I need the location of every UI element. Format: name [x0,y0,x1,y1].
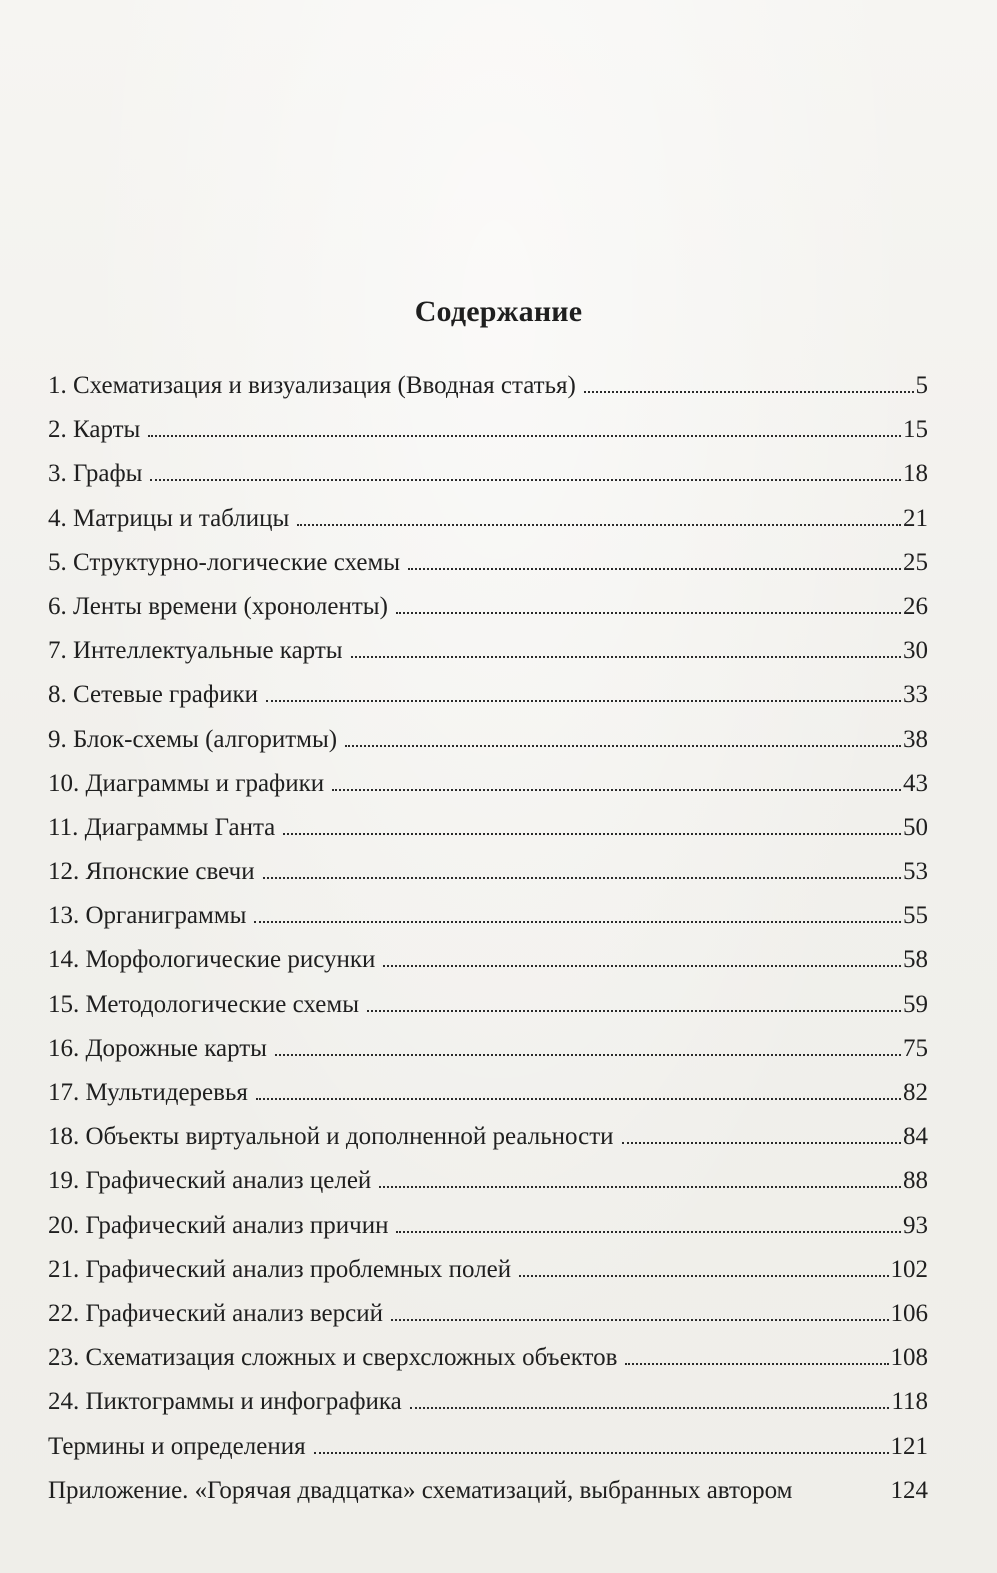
toc-entry-page-number: 38 [903,725,928,753]
dot-leader [391,1319,889,1321]
toc-entry-page-number: 43 [903,769,928,797]
toc-entry-title: 6. Ленты времени (хроноленты) [48,592,388,620]
dot-leader [408,568,901,570]
dot-leader [256,1098,901,1100]
toc-entry-page-number: 121 [890,1432,928,1460]
dot-leader [396,612,901,614]
toc-entry-page-number: 30 [903,637,928,665]
toc-entry-page-number: 53 [903,858,928,886]
toc-entry-title: 22. Графический анализ версий [48,1299,383,1327]
toc-entry [48,983,928,1027]
toc-entry-page-number: 26 [903,592,928,620]
page-title: Содержание [414,295,583,328]
toc-entry-page-number: 50 [903,813,928,841]
toc-entry-page-number: 33 [903,681,928,709]
toc-entry [48,718,928,762]
toc-entry [48,806,928,850]
dot-leader [150,479,901,481]
dot-leader [396,1231,901,1233]
toc-entry-title: 16. Дорожные карты [48,1034,267,1062]
toc-entry [48,1204,928,1248]
toc-entry-title: 4. Матрицы и таблицы [48,504,290,532]
toc-entry-title: 11. Диаграммы Ганта [48,813,276,841]
dot-leader [148,435,901,437]
toc-entry-page-number: 58 [903,946,928,974]
toc-entry [48,1159,928,1203]
toc-entry-title: 12. Японские свечи [48,858,255,886]
toc-entry-title: 7. Интеллектуальные карты [48,637,343,665]
toc-entry-page-number: 5 [915,372,928,399]
toc-entry [48,629,928,673]
toc-entry-page-number: 59 [903,990,928,1018]
toc-entry-title: 10. Диаграммы и графики [48,769,325,797]
dot-leader [332,789,901,791]
toc-entry-page-number: 84 [903,1123,928,1151]
toc-entry [48,452,928,496]
toc-entry-title: 19. Графический анализ целей [48,1167,372,1195]
toc-entry-title: 21. Графический анализ проблемных полей [48,1255,512,1283]
toc-entry-title: 24. Пиктограммы и инфографика [48,1388,402,1416]
toc-entry [48,1469,928,1513]
toc-entry-page-number: 82 [903,1079,928,1106]
toc-entry [48,1115,928,1159]
toc-entry-title: 17. Мультидеревья [48,1079,248,1106]
toc-entry [48,1336,928,1380]
toc-entry-title: 2. Карты [48,416,141,444]
toc-entry-title: 3. Графы [48,460,143,488]
dot-leader [314,1452,889,1454]
dot-leader [367,1010,901,1012]
toc-entry [48,364,928,408]
toc-entry-page-number: 118 [891,1388,928,1416]
toc-entry-page-number: 25 [903,548,928,576]
toc-entry [48,541,928,585]
toc-entry-page-number: 55 [903,902,928,930]
toc-entry-title: 18. Объекты виртуальной и дополненной реальности [48,1123,614,1151]
toc-entry-page-number: 93 [903,1211,928,1239]
toc-entry-page-number: 102 [890,1255,928,1283]
dot-leader [622,1142,901,1144]
toc-entry-title: Приложение. «Горячая двадцатка» схематизаций, выбранных автором [48,1476,793,1504]
toc-entry [48,1292,928,1336]
dot-leader [584,391,914,393]
toc-entry-title: 20. Графический анализ причин [48,1211,389,1239]
toc-entry [48,938,928,982]
dot-leader [410,1407,890,1409]
toc-entry [48,1027,928,1071]
toc-entry [48,1425,928,1469]
toc-entry-title: 5. Структурно-логические схемы [48,548,401,576]
toc-entry [48,762,928,806]
toc-entry-page-number: 75 [903,1034,928,1062]
table-of-contents [48,364,928,1513]
toc-entry-page-number: 15 [903,416,928,444]
toc-entry-title: 1. Схематизация и визуализация (Вводная статья) [48,372,576,399]
dot-leader [379,1186,901,1188]
toc-entry-page-number: 88 [903,1167,928,1195]
dot-leader [625,1363,888,1365]
toc-entry-title: 14. Морфологические рисунки [48,946,376,974]
toc-entry [48,408,928,452]
toc-entry-page-number: 124 [890,1476,928,1504]
dot-leader [283,833,901,835]
toc-entry [48,1248,928,1292]
toc-entry-title: 23. Схематизация сложных и сверхсложных объектов [48,1344,618,1372]
toc-entry-page-number: 18 [903,460,928,488]
toc-entry [48,850,928,894]
toc-entry-title: Термины и определения [48,1432,306,1460]
toc-entry-title: 9. Блок-схемы (алгоритмы) [48,725,338,753]
toc-entry-page-number: 108 [890,1344,928,1372]
dot-leader [383,965,901,967]
dot-leader [345,745,901,747]
dot-leader [254,921,901,923]
dot-leader [351,656,901,658]
dot-leader [297,524,901,526]
toc-entry [48,673,928,717]
toc-entry-title: 8. Сетевые графики [48,681,258,709]
dot-leader [275,1054,901,1056]
toc-entry-title: 15. Методологические схемы [48,990,359,1018]
toc-entry [48,1380,928,1424]
toc-entry-title: 13. Органиграммы [48,902,247,930]
toc-entry-page-number: 106 [890,1299,928,1327]
dot-leader [519,1275,888,1277]
toc-entry [48,497,928,541]
dot-leader [263,877,901,879]
toc-entry-page-number: 21 [903,504,928,532]
toc-entry [48,1071,928,1115]
toc-entry [48,585,928,629]
toc-entry [48,894,928,938]
dot-leader [266,700,901,702]
